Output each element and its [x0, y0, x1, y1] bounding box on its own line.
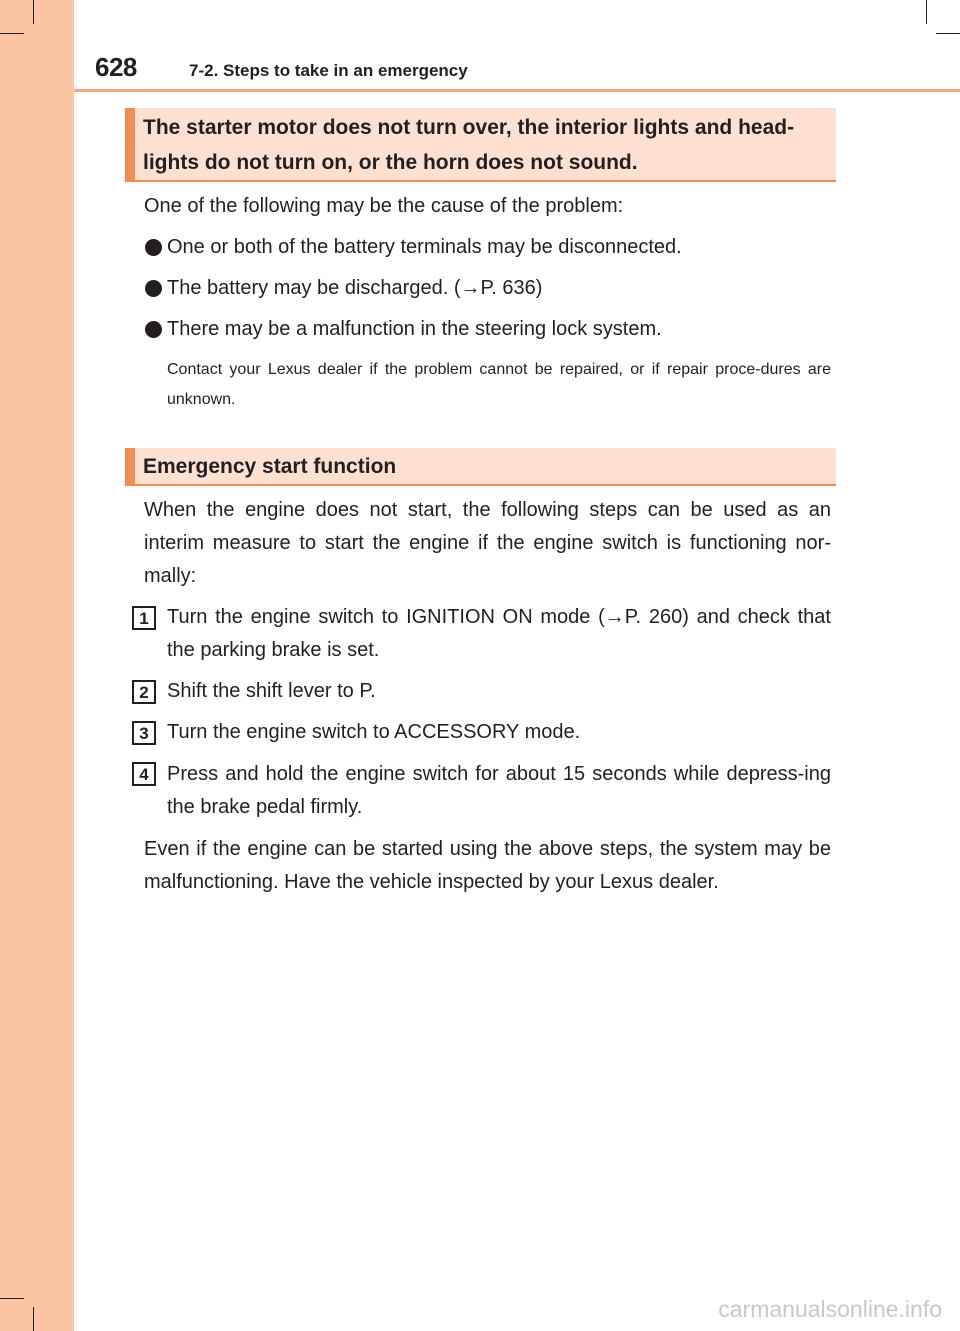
bullet-icon [145, 321, 162, 338]
bullet-icon [145, 280, 162, 297]
crop-mark [33, 0, 34, 24]
bullet-item: There may be a malfunction in the steering lock system. [167, 318, 662, 340]
section-heading-starter [125, 108, 836, 182]
section-heading-emergency-start [125, 448, 836, 486]
section-heading-text: The starter motor does not turn over, the interior lights and head-lights do not turn on, or the horn does not sound. [143, 116, 795, 174]
header-rule [74, 89, 960, 92]
closing-paragraph: Even if the engine can be started using the above steps, the system may be malfunctioning. Have the vehicle inspected by your Lexus dealer. [144, 838, 831, 893]
step-number-badge: 1 [132, 606, 156, 630]
page-number: 628 [95, 52, 137, 82]
step-number-badge: 4 [132, 762, 156, 786]
crop-mark [0, 33, 24, 34]
step-text: Turn the engine switch to ACCESSORY mode. [167, 721, 581, 743]
crop-mark [0, 1298, 24, 1299]
bullet-item: One or both of the battery terminals may be disconnected. [167, 236, 682, 258]
chapter-side-tab [0, 0, 74, 1331]
bullet-icon [145, 239, 162, 256]
watermark: carmanualsonline.info [718, 1296, 942, 1322]
step-text: Press and hold the engine switch for about 15 seconds while depress-ing the brake pedal firmly. [167, 763, 831, 818]
crop-mark [33, 1307, 34, 1331]
step-number-badge: 3 [132, 721, 156, 745]
step-number-badge: 2 [132, 680, 156, 704]
section-title: 7-2. Steps to take in an emergency [189, 61, 468, 80]
step-text: Shift the shift lever to P. [167, 680, 376, 702]
step-text: Turn the engine switch to IGNITION ON mode (→P. 260) and check that the parking brake is set. [167, 606, 831, 661]
bullet-item: The battery may be discharged. (→P. 636) [167, 277, 543, 299]
emergency-intro: When the engine does not start, the following steps can be used as an interim measure to start the engine if the engine switch is functioning nor-mally: [144, 499, 831, 587]
section-heading-text: Emergency start function [143, 455, 397, 478]
crop-mark [926, 0, 927, 24]
crop-mark [936, 33, 960, 34]
cause-intro: One of the following may be the cause of the problem: [144, 195, 624, 217]
dealer-note: Contact your Lexus dealer if the problem cannot be repaired, or if repair proce-dures are unknown. [167, 361, 831, 408]
